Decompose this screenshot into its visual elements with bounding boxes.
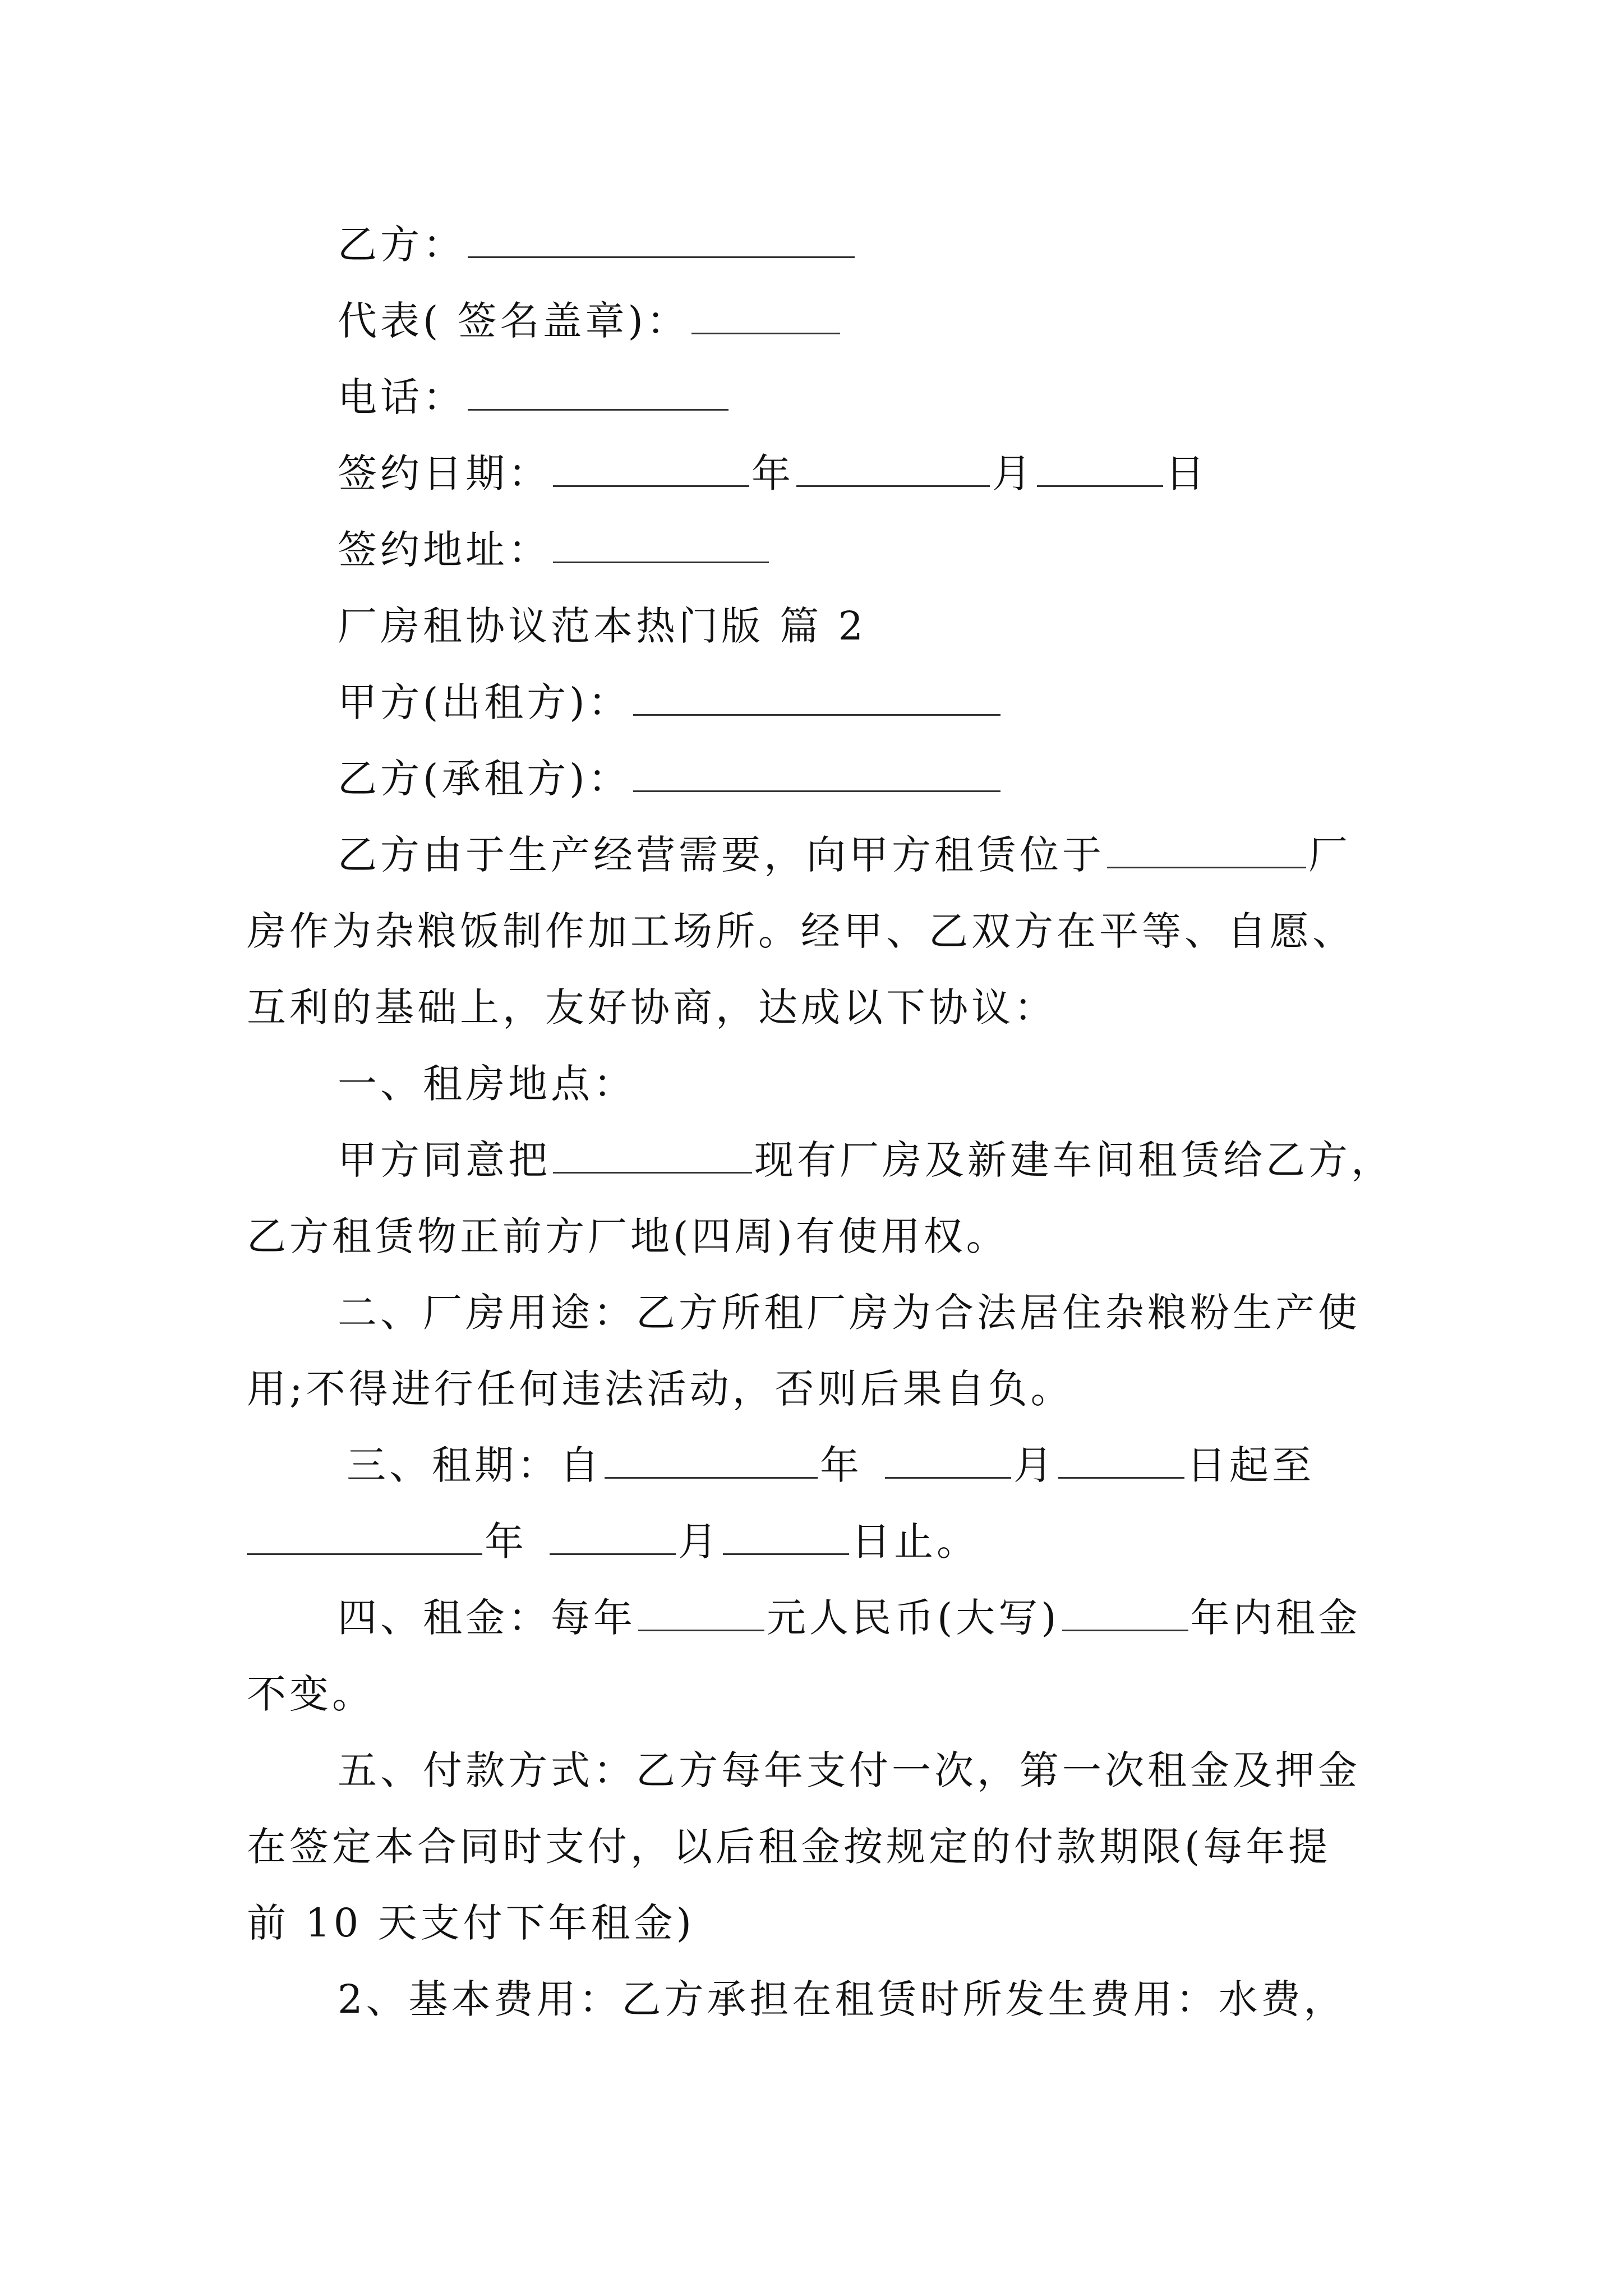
text-segment: 互利的基础上，友好协商，达成以下协议： [247, 984, 1057, 1030]
label-phone: 电话： [338, 374, 465, 420]
blank-field [605, 1442, 818, 1479]
blank-field [1037, 450, 1163, 487]
text-segment: 日起至 [1187, 1442, 1315, 1488]
blank-field [1062, 1595, 1188, 1631]
paragraph-line [338, 1971, 1515, 2027]
paragraph-line [247, 1513, 1424, 1570]
line-party-b-lessee [338, 751, 1515, 807]
paragraph-line [338, 1132, 1515, 1188]
paragraph-line [247, 1666, 1424, 1722]
line-sign-date [338, 445, 1515, 501]
label-party-b-lessee: 乙方(承租方)： [338, 756, 631, 802]
blank-field [1107, 832, 1306, 868]
paragraph-line [347, 1437, 1524, 1493]
text-segment: 甲方同意把 [338, 1137, 551, 1183]
paragraph-line [338, 1285, 1515, 1341]
blank-field [468, 222, 855, 258]
text-segment: 二、厂房用途：乙方所租厂房为合法居住杂粮粉生产使 [338, 1290, 1361, 1336]
text-segment: 月 [1013, 1442, 1056, 1488]
line-representative [338, 293, 1515, 349]
label-sign-address: 签约地址： [338, 527, 551, 573]
blank-field [553, 527, 769, 563]
text-segment: 三、租期：自 [347, 1442, 602, 1488]
label-party-a: 甲方(出租方)： [338, 679, 631, 725]
text-segment: 乙方由于生产经营需要，向甲方租赁位于 [338, 832, 1105, 878]
text-segment: 厂 [1308, 832, 1351, 878]
blank-field [723, 1519, 849, 1555]
blank-field [638, 1595, 764, 1631]
text-segment: 年 [820, 1442, 863, 1488]
blank-field [633, 756, 1000, 792]
blank-field [468, 374, 728, 411]
text-segment: 用;不得进行任何违法活动，否则后果自负。 [247, 1366, 1073, 1412]
line-phone [338, 369, 1515, 425]
text-segment: 在签定本合同时支付，以后租金按规定的付款期限(每年提 [247, 1824, 1331, 1870]
blank-field [247, 1519, 482, 1555]
label-party-b: 乙方： [338, 222, 465, 268]
paragraph-line [247, 903, 1424, 959]
clause-heading [338, 1056, 1515, 1112]
paragraph-line [247, 1361, 1424, 1417]
blank-field [796, 450, 990, 487]
blank-field [1058, 1442, 1184, 1479]
paragraph-line [247, 1895, 1424, 1951]
text-segment: 年内租金 [1190, 1595, 1361, 1641]
paragraph-line [338, 1742, 1515, 1798]
text-segment: 房作为杂粮饭制作加工场所。经甲、乙双方在平等、自愿、 [247, 908, 1355, 954]
text-segment: 不变。 [247, 1671, 375, 1717]
blank-field [553, 1137, 752, 1174]
text-segment: 年 [485, 1519, 527, 1565]
text-month: 月 [992, 450, 1035, 496]
section-heading [338, 598, 1515, 654]
text-segment: 乙方租赁物正前方厂地(四周)有使用权。 [247, 1213, 1009, 1259]
line-sign-address [338, 522, 1515, 578]
paragraph-line [338, 827, 1515, 883]
paragraph-line [247, 979, 1424, 1036]
text-segment: 五、付款方式：乙方每年支付一次，第一次租金及押金 [338, 1747, 1361, 1793]
text-segment: 现有厂房及新建车间租赁给乙方， [754, 1137, 1394, 1183]
paragraph-line [247, 1208, 1424, 1264]
paragraph-line [247, 1819, 1424, 1875]
heading-text: 厂房租协议范本热门版 篇 2 [338, 603, 867, 649]
text-year: 年 [751, 450, 794, 496]
text-segment: 2、基本费用：乙方承担在租赁时所发生费用：水费， [338, 1976, 1347, 2022]
blank-field [553, 450, 749, 487]
label-sign-date: 签约日期： [338, 450, 551, 496]
text-segment: 一、租房地点： [338, 1061, 636, 1107]
text-day: 日 [1165, 450, 1208, 496]
blank-field [550, 1519, 676, 1555]
text-segment: 四、租金：每年 [338, 1595, 636, 1641]
line-party-b [338, 217, 1515, 273]
text-segment: 元人民币(大写) [767, 1595, 1060, 1641]
blank-field [885, 1442, 1011, 1479]
paragraph-line [338, 1590, 1515, 1646]
text-segment: 前 10 天支付下年租金) [247, 1900, 695, 1946]
line-party-a-lessor [338, 674, 1515, 730]
blank-field [691, 298, 840, 334]
text-segment: 日止。 [851, 1519, 979, 1565]
label-representative: 代表( 签名盖章)： [338, 298, 689, 344]
text-segment: 月 [678, 1519, 721, 1565]
blank-field [633, 679, 1000, 716]
